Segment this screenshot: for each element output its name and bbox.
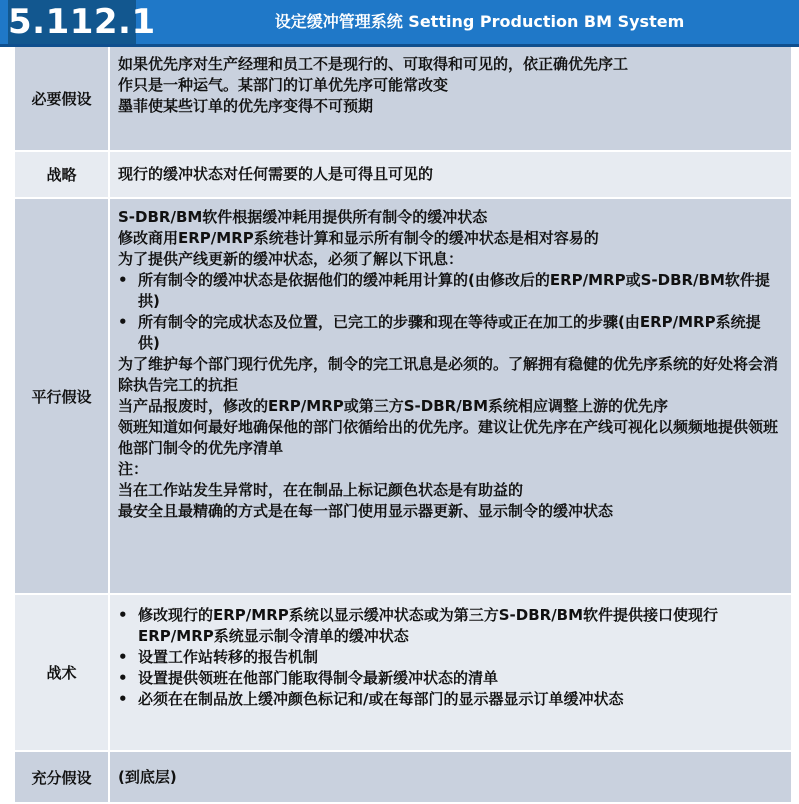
text-line: 最安全且最精确的方式是在每一部门使用显示器更新、显示制令的缓冲状态 bbox=[118, 502, 614, 520]
text-line: 当在工作站发生异常时，在在制品上标记颜色状态是有助益的 bbox=[118, 481, 524, 499]
text-line: S-DBR/BM软件根据缓冲耗用提供所有制令的缓冲状态 bbox=[118, 208, 488, 226]
row-content bbox=[110, 47, 638, 150]
text-line: (到底层) bbox=[118, 767, 177, 786]
row-sufficient-assumption bbox=[15, 752, 791, 804]
text-line: 墨菲使某些订单的优先序变得不可预期 bbox=[118, 97, 374, 115]
list-item bbox=[118, 312, 781, 354]
list-item bbox=[118, 270, 781, 312]
text-line: 当产品报废时，修改的ERP/MRP或第三方S-DBR/BM系统相应调整上游的优先序 bbox=[118, 397, 669, 415]
list-item bbox=[118, 668, 781, 689]
slide-header bbox=[0, 0, 799, 47]
section-title: 设定缓冲管理系统 Setting Production BM System bbox=[274, 12, 685, 31]
text-line: 作只是一种运气。某部门的订单优先序可能常改变 bbox=[118, 76, 449, 94]
list-item bbox=[118, 605, 781, 647]
bullet-text: 修改现行的ERP/MRP系统以显示缓冲状态或为第三方S-DBR/BM软件提供接口使现行ERP/MRP系统显示制令清单的缓冲状态 bbox=[138, 606, 719, 645]
assumption-table bbox=[15, 47, 791, 804]
bullet-text: 设置工作站转移的报告机制 bbox=[138, 648, 319, 666]
bullet-text: 所有制令的缓冲状态是依据他们的缓冲耗用计算的(由修改后的ERP/MRP或S-DBR/BM软件提拱) bbox=[138, 271, 770, 310]
row-content bbox=[110, 199, 791, 593]
bullet-icon: • bbox=[118, 690, 128, 708]
row-label: 充分假设 bbox=[15, 752, 110, 802]
bullet-text: 设置提供领班在他部门能取得制令最新缓冲状态的清单 bbox=[138, 669, 499, 687]
text-line: 修改商用ERP/MRP系统巷计算和显示所有制令的缓冲状态是相对容易的 bbox=[118, 229, 599, 247]
row-content bbox=[110, 595, 791, 750]
row-parallel-assumption bbox=[15, 199, 791, 595]
list-item bbox=[118, 647, 781, 668]
bullet-icon: • bbox=[118, 271, 128, 289]
bullet-icon: • bbox=[118, 313, 128, 331]
bullet-icon: • bbox=[118, 669, 128, 687]
row-content bbox=[110, 152, 443, 197]
text-line: 现行的缓冲状态对任何需要的人是可得且可见的 bbox=[118, 165, 434, 183]
section-number: 5.112.1 bbox=[8, 2, 156, 42]
bullet-icon: • bbox=[118, 648, 128, 666]
bullet-icon: • bbox=[118, 606, 128, 624]
text-line: 为了维护每个部门现行优先序，制令的完工讯息是必须的。了解拥有稳健的优先序系统的好处将会消除执告完工的抗拒 bbox=[118, 355, 779, 394]
text-line: 领班知道如何最好地确保他的部门依循给出的优先序。建议让优先序在产线可视化以频频地提供领班他部门制令的优先序清单 bbox=[118, 418, 779, 457]
row-content bbox=[110, 752, 187, 802]
row-label: 战术 bbox=[15, 595, 110, 750]
bullet-text: 所有制令的完成状态及位置，已完工的步骤和现在等待或正在加工的步骤(由ERP/MRP系统提供) bbox=[138, 313, 761, 352]
row-strategy bbox=[15, 152, 791, 199]
text-line: 为了提供产线更新的缓冲状态，必须了解以下讯息： bbox=[118, 250, 464, 268]
row-label: 平行假设 bbox=[15, 199, 110, 593]
note-label: 注： bbox=[118, 460, 149, 478]
list-item bbox=[118, 689, 781, 710]
bullet-text: 必须在在制品放上缓冲颜色标记和/或在每部门的显示器显示订单缓冲状态 bbox=[138, 690, 624, 708]
row-label: 必要假设 bbox=[15, 47, 110, 150]
row-label: 战略 bbox=[15, 152, 110, 197]
row-tactics bbox=[15, 595, 791, 752]
row-necessary-assumption bbox=[15, 47, 791, 152]
text-line: 如果优先序对生产经理和员工不是现行的、可取得和可见的，依正确优先序工 bbox=[118, 55, 629, 73]
